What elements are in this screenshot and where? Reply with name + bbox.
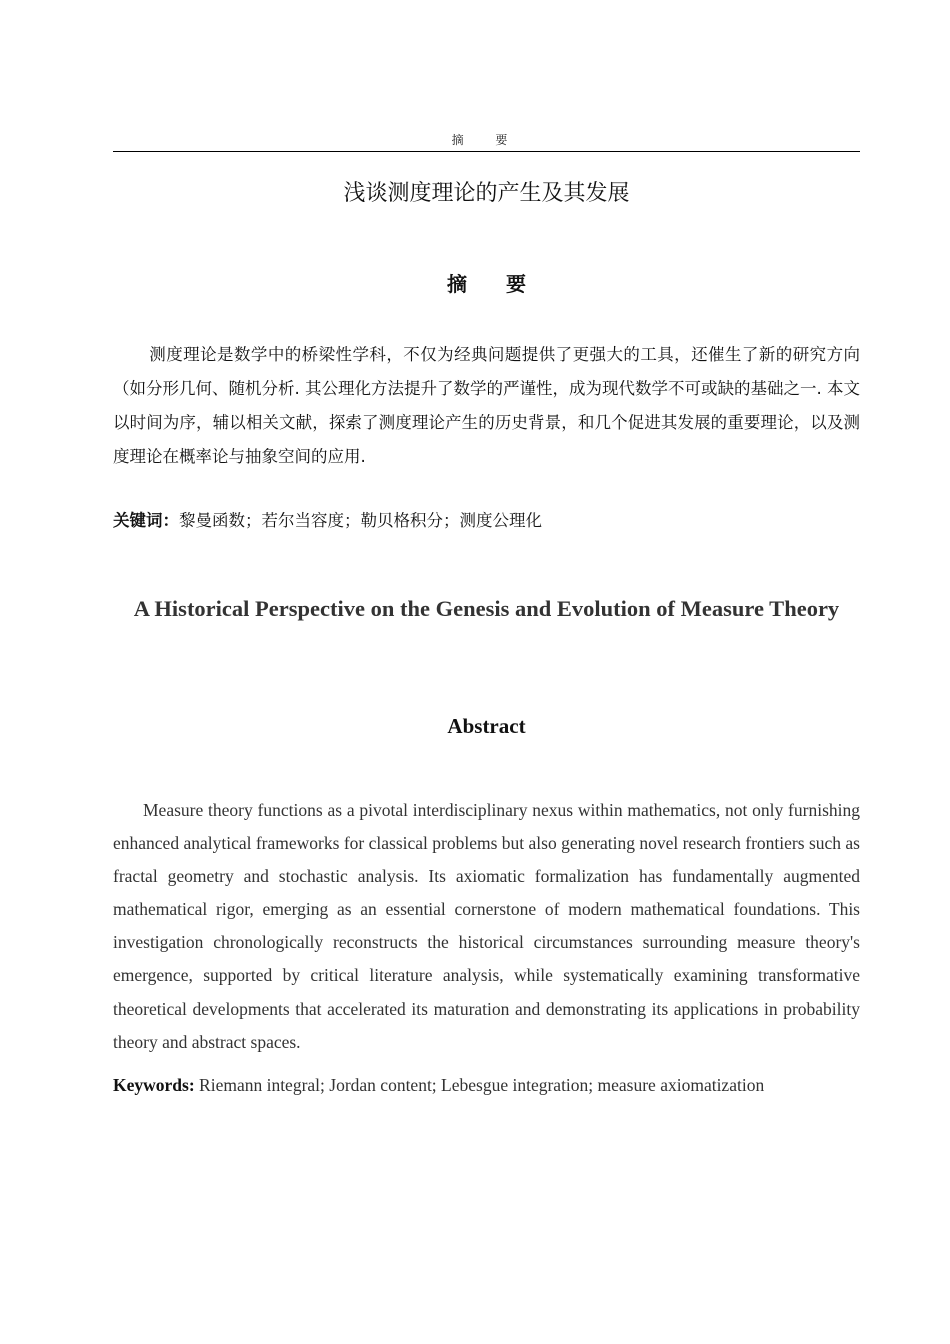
chinese-abstract-body: 测度理论是数学中的桥梁性学科，不仅为经典问题提供了更强大的工具，还催生了新的研究方向（如分形几何、随机分析. 其公理化方法提升了数学的严谨性，成为现代数学不可或缺的基础之一. 本文以时间为序，辅以相关文献，探索了测度理论产生的历史背景，和几个促进其发展的重要理论，以及测度理论在概率论与抽象空间的应用.	[113, 345, 860, 466]
english-keywords	[113, 1075, 860, 1096]
header-rule	[113, 151, 860, 152]
english-keywords-label: Keywords:	[113, 1075, 195, 1095]
running-head: 摘 要	[451, 133, 522, 147]
chinese-keywords	[113, 507, 860, 531]
english-keywords-text: Riemann integral; Jordan content; Lebesgue integration; measure axiomatization	[199, 1075, 765, 1095]
english-title: A Historical Perspective on the Genesis and Evolution of Measure Theory	[133, 596, 840, 621]
english-abstract-body: Measure theory functions as a pivotal interdisciplinary nexus within mathematics, not only furnishing enhanced analytical frameworks for classical problems but also generating novel research frontiers such as fractal geometry and stochastic analysis. Its axiomatic formalization has fundamentally augmented mathematical rigor, emerging as an essential cornerstone of modern mathematical foundations. This investigation chronologically reconstructs the historical circumstances surrounding measure theory's emergence, supported by critical literature analysis, while systematically examining transformative theoretical developments that accelerated its maturation and demonstrating its applications in probability theory and abstract spaces.	[113, 800, 860, 1052]
english-abstract-heading: Abstract	[447, 714, 526, 738]
chinese-keywords-text: 黎曼函数；若尔当容度；勒贝格积分；测度公理化	[179, 511, 542, 530]
chinese-keywords-label: 关键词：	[113, 511, 179, 530]
chinese-title: 浅谈测度理论的产生及其发展	[343, 181, 630, 206]
chinese-abstract-heading: 摘 要	[447, 272, 542, 296]
